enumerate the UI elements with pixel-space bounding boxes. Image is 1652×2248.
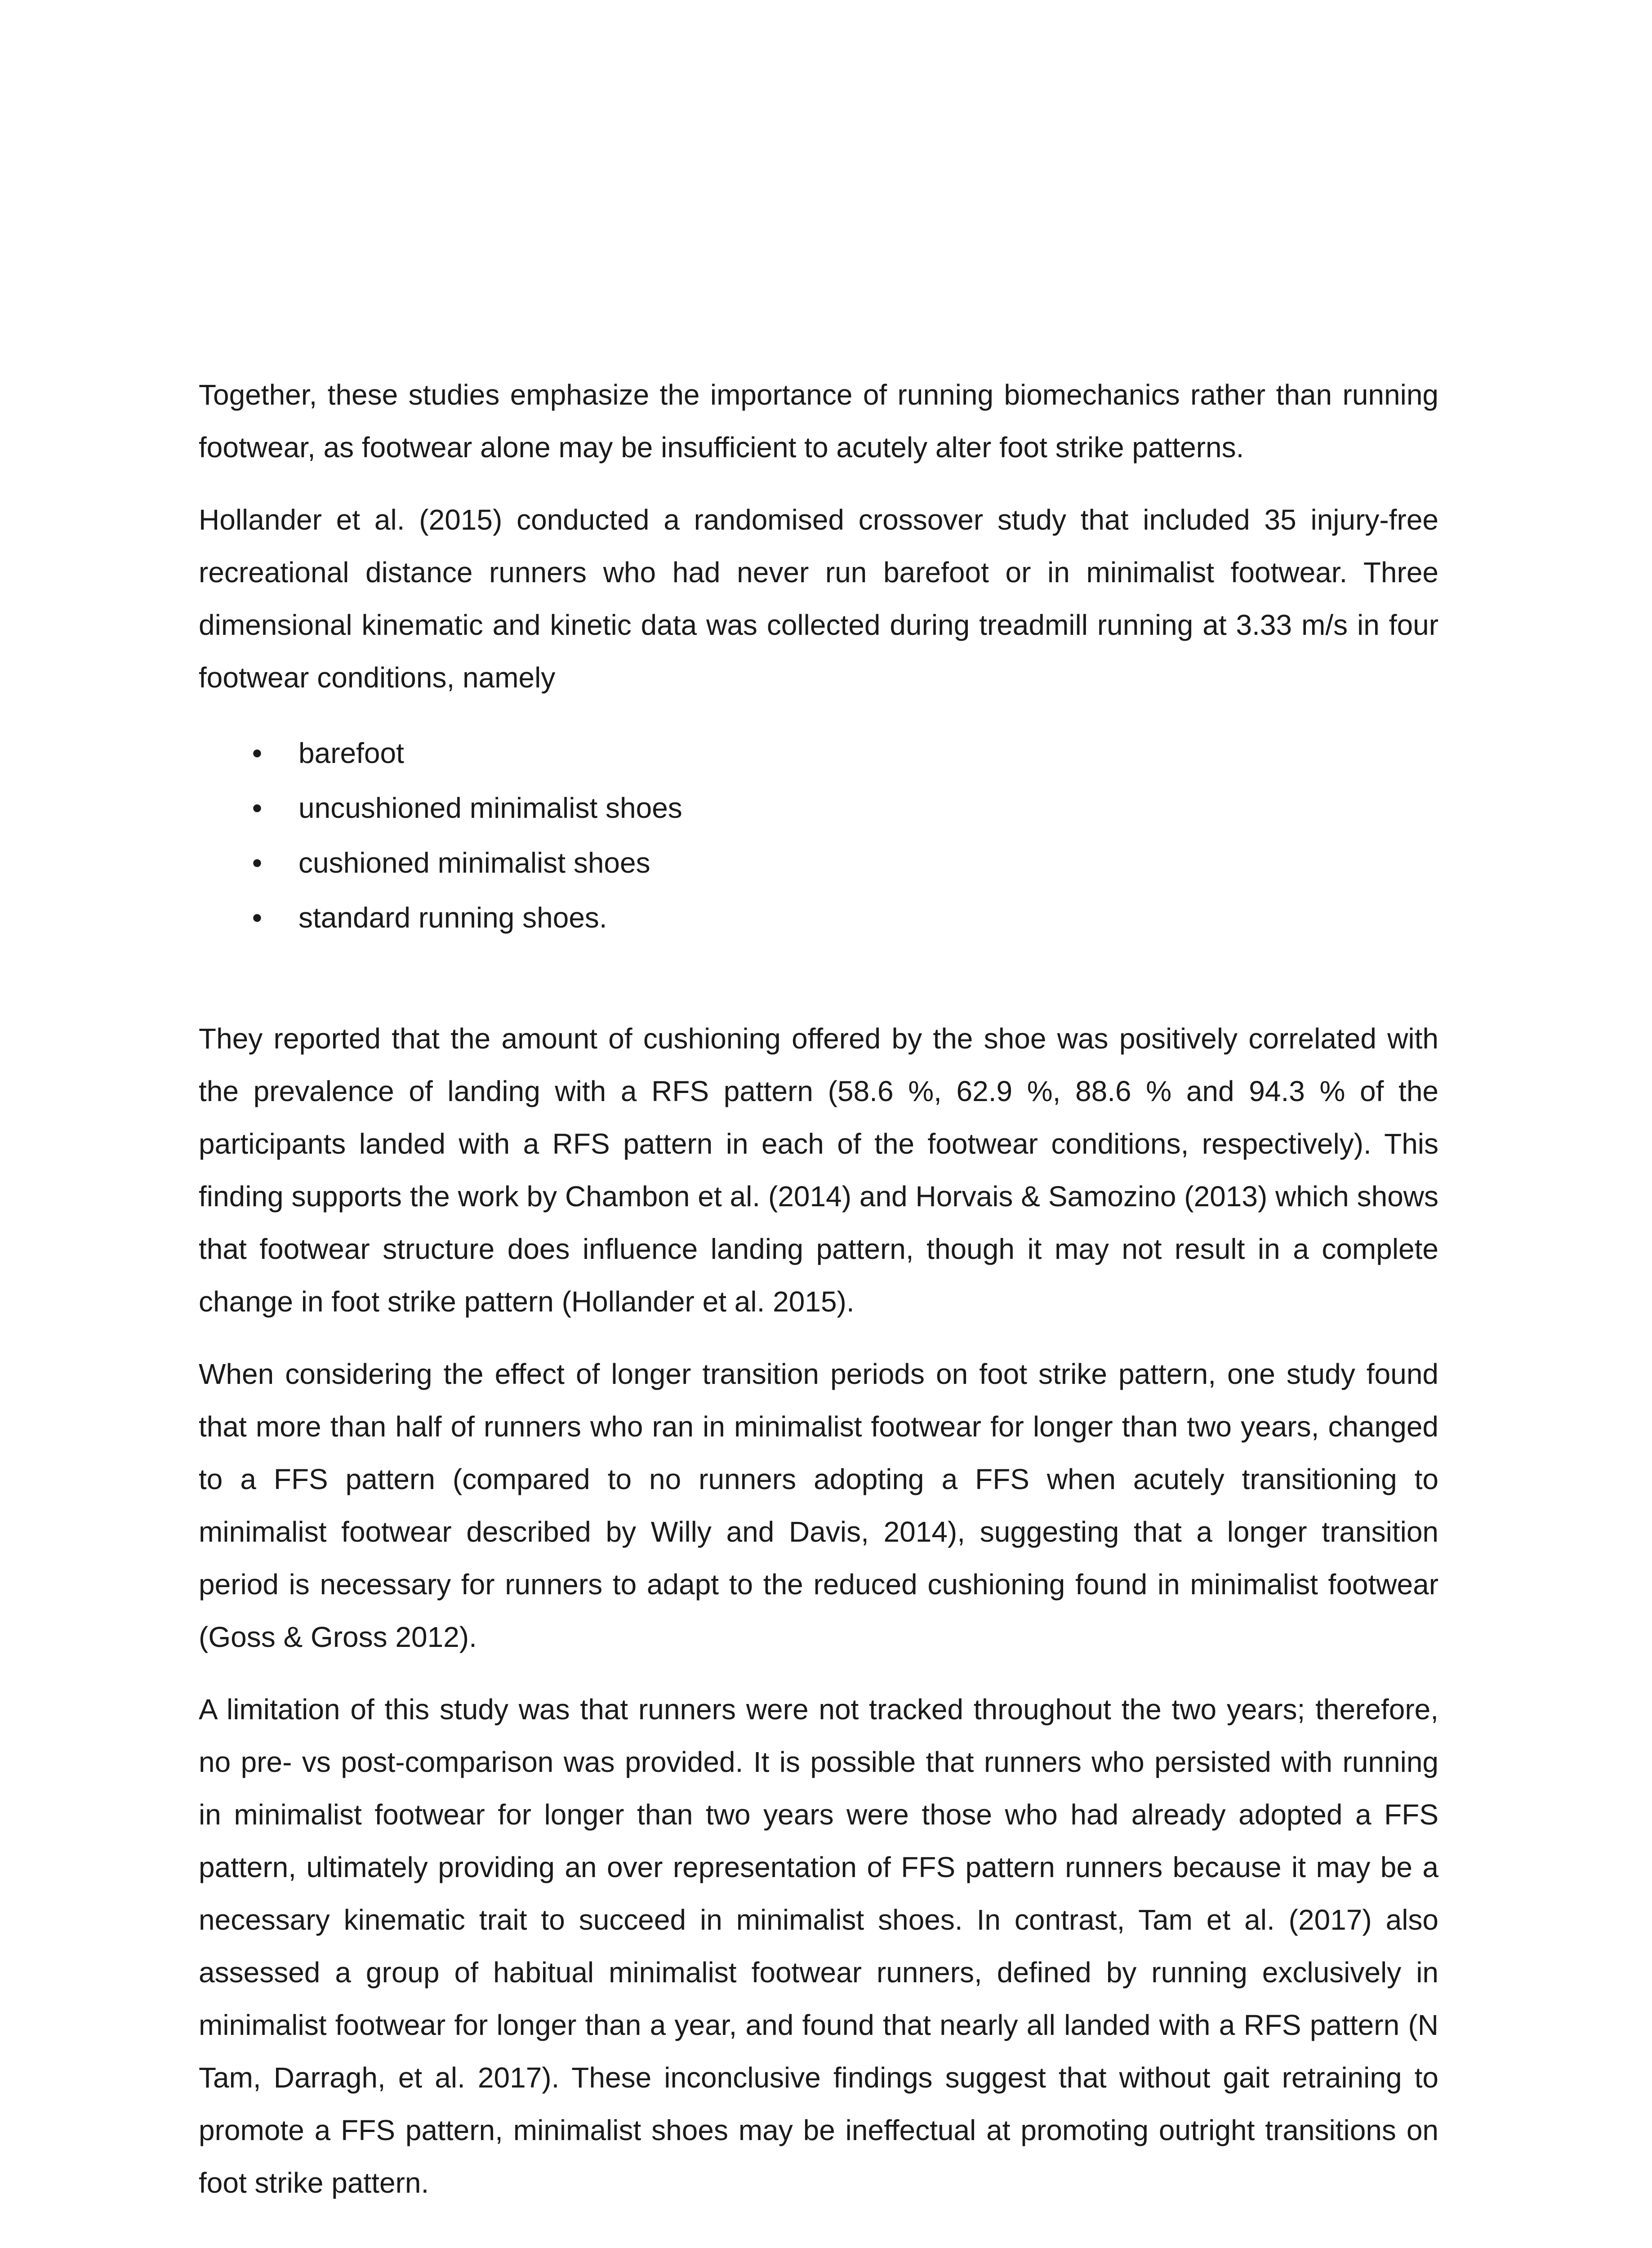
footwear-conditions-list bbox=[199, 726, 1438, 945]
bullet-icon: • bbox=[252, 792, 263, 824]
list-item-text: barefoot bbox=[298, 737, 404, 769]
paragraph-transition-periods: When considering the effect of longer transition periods on foot strike pattern, one study found that more than half of runners who ran in minimalist footwear for longer than two years, changed to a FFS pattern (compared to no runners adopting a FFS when acutely transitioning to minimalist footwear described by Willy and Davis, 2014), suggesting that a longer transition period is necessary for runners to adapt to the reduced cushioning found in minimalist footwear (Goss & Gross 2012). bbox=[199, 1358, 1438, 1653]
list-item-text: uncushioned minimalist shoes bbox=[298, 792, 682, 824]
list-item bbox=[199, 781, 1438, 835]
bullet-icon: • bbox=[252, 901, 263, 934]
paragraph-study-limitation: A limitation of this study was that runners were not tracked throughout the two years; therefore, no pre- vs post-comparison was provided. It is possible that runners who persisted with running in minimalist footwear for longer than two years were those who had already adopted a FFS pattern, ultimately providing an over representation of FFS pattern runners because it may be a necessary kinematic trait to succeed in minimalist shoes. In contrast, Tam et al. (2017) also assessed a group of habitual minimalist footwear runners, defined by running exclusively in minimalist footwear for longer than a year, and found that nearly all landed with a RFS pattern (N Tam, Darragh, et al. 2017). These inconclusive findings suggest that without gait retraining to promote a FFS pattern, minimalist shoes may be ineffectual at promoting outright transitions on foot strike pattern. bbox=[199, 1693, 1438, 2199]
list-item-text: standard running shoes. bbox=[298, 901, 607, 934]
paragraph-biomechanics-summary: Together, these studies emphasize the importance of running biomechanics rather than running footwear, as footwear alone may be insufficient to acutely alter foot strike patterns. bbox=[199, 379, 1438, 464]
paragraph-cushioning-results: They reported that the amount of cushioning offered by the shoe was positively correlated with the prevalence of landing with a RFS pattern (58.6 %, 62.9 %, 88.6 % and 94.3 % of the participants landed with a RFS pattern in each of the footwear conditions, respectively). This finding supports the work by Chambon et al. (2014) and Horvais & Samozino (2013) which shows that footwear structure does influence landing pattern, though it may not result in a complete change in foot strike pattern (Hollander et al. 2015). bbox=[199, 1022, 1438, 1318]
bullet-icon: • bbox=[252, 737, 263, 769]
list-item bbox=[199, 890, 1438, 945]
list-item bbox=[199, 835, 1438, 890]
page-body bbox=[199, 369, 1438, 2229]
list-item bbox=[199, 726, 1438, 781]
list-item-text: cushioned minimalist shoes bbox=[298, 847, 650, 879]
paragraph-hollander-study: Hollander et al. (2015) conducted a randomised crossover study that included 35 injury-free recreational distance runners who had never run barefoot or in minimalist footwear. Three dimensional kinematic and kinetic data was collected during treadmill running at 3.33 m/s in four footwear conditions, namely bbox=[199, 504, 1438, 694]
bullet-icon: • bbox=[252, 847, 263, 879]
